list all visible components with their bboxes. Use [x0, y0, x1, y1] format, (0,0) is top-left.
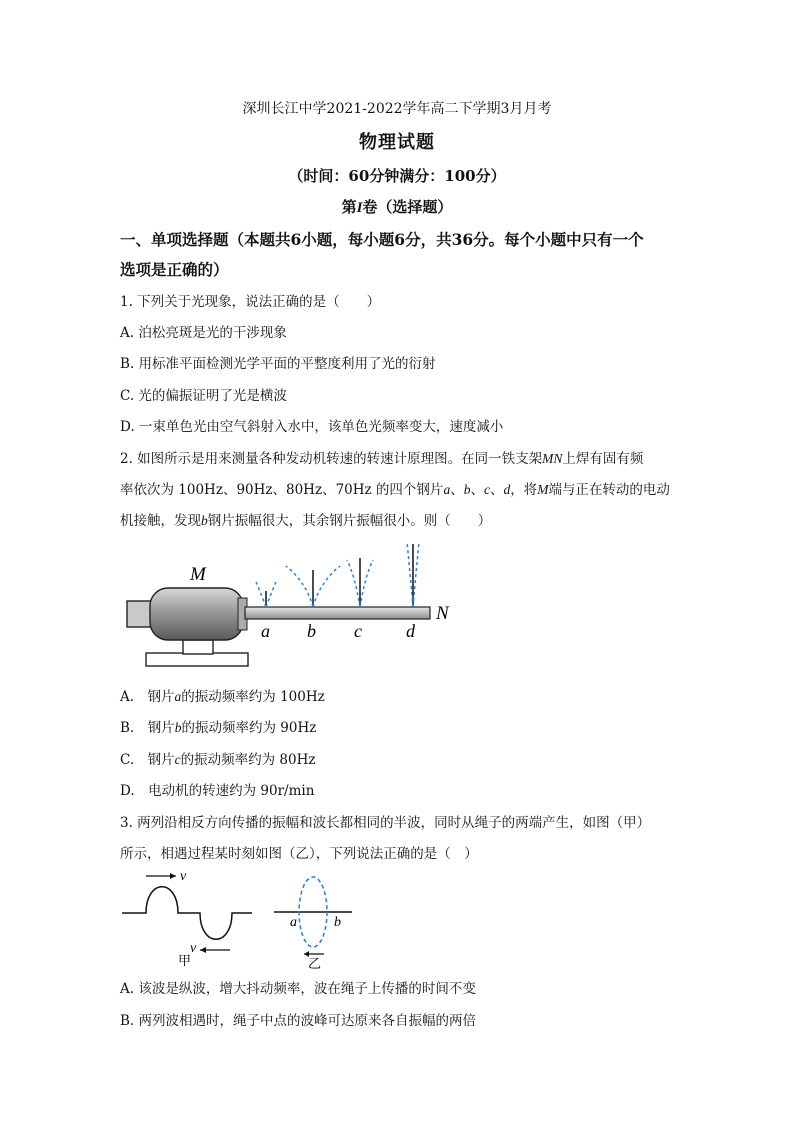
q2-var-b: b	[201, 513, 208, 528]
q2-stem-line2	[120, 478, 670, 498]
section-heading-line1: 一、单项选择题（本题共6小题，每小题6分，共36分。每个小题中只有一个	[120, 230, 644, 249]
q3-option-b: B. 两列波相遇时，绳子中点的波峰可达原来各自振幅的两倍	[120, 1013, 477, 1029]
subject-title: 物理试题	[359, 132, 435, 153]
q2-var-mn: MN	[542, 451, 563, 466]
reed-a-swing-left	[256, 582, 266, 607]
q1-option-c: C. 光的偏振证明了光是横波	[120, 388, 287, 404]
q2-var-c: c	[483, 482, 490, 497]
q2-opt-var: a	[174, 689, 182, 704]
q2-var-a: a	[443, 482, 451, 497]
motor-base	[146, 653, 248, 666]
q2-opt-text: A. 钢片	[120, 689, 175, 705]
section-heading-line2: 选项是正确的）	[120, 260, 229, 279]
q2-opt-text: 的振动频率约为 100Hz	[181, 689, 325, 705]
label-v-top: v	[180, 869, 187, 884]
time-score-info: （时间：60分钟满分：100分）	[288, 167, 506, 185]
reed-d-swing-left	[407, 542, 413, 607]
school-exam-title: 深圳长江中学2021-2022学年高二下学期3月月考	[242, 101, 552, 117]
q2-stem-line1	[120, 447, 643, 467]
label-d: d	[406, 621, 415, 641]
label-yi: 乙	[308, 956, 322, 970]
q2-opt-var: c	[174, 752, 181, 767]
reed-b-swing-right	[313, 566, 340, 607]
reed-a-swing-right	[266, 582, 276, 607]
q2-option-c	[120, 748, 316, 768]
reed-d-swing-right	[413, 542, 419, 607]
q1-option-a: A. 泊松亮斑是光的干涉现象	[120, 325, 287, 341]
q2-opt-text: D. 电动机的转速约为 90r/min	[120, 783, 315, 799]
q2-stem-line3	[120, 509, 491, 529]
q1-option-b: B. 用标准平面检测光学平面的平整度利用了光的衍射	[120, 356, 436, 372]
label-n: N	[436, 603, 449, 624]
part-roman: I	[356, 200, 363, 216]
label-b: b	[334, 915, 341, 930]
label-c: c	[354, 621, 362, 641]
figure-jia	[118, 866, 258, 970]
reed-c-swing-left	[347, 560, 360, 607]
reed-c-swing-right	[360, 560, 373, 607]
label-b: b	[307, 621, 316, 641]
q2-opt-var: b	[174, 720, 182, 735]
q2-opt-text: 的振动频率约为 90Hz	[181, 720, 317, 736]
q2-sep: 、	[489, 482, 504, 498]
q2-var-d: d	[503, 482, 511, 497]
q2-opt-text: B. 钢片	[120, 720, 175, 736]
q2-option-d	[120, 779, 314, 799]
label-a: a	[261, 621, 270, 641]
q1-option-d: D. 一束单色光由空气斜射入水中，该单色光频率变大，速度减小	[120, 419, 504, 435]
iron-bar-mn	[245, 607, 430, 619]
motor-body	[150, 588, 243, 640]
q2-text: 2. 如图所示是用来测量各种发动机转速的转速计原理图。在同一铁支架	[120, 451, 543, 467]
q2-opt-text: 的振动频率约为 80Hz	[180, 752, 316, 768]
label-a: a	[290, 915, 297, 930]
tachometer-diagram	[120, 536, 470, 672]
q1-stem: 1. 下列关于光现象，说法正确的是（ ）	[120, 294, 381, 310]
part-prefix: 第	[341, 198, 357, 216]
q2-option-b	[120, 716, 316, 736]
figure-yi	[270, 874, 356, 970]
q2-option-a	[120, 685, 325, 705]
q2-text: 上焊有固有频	[562, 451, 644, 467]
q2-text: 率依次为 100Hz、90Hz、80Hz、70Hz 的四个钢片	[120, 482, 444, 498]
q2-var-m: M	[537, 482, 549, 497]
part-heading	[0, 196, 794, 217]
reed-b-swing-left	[286, 566, 313, 607]
q2-text: ，将	[510, 482, 538, 498]
q3-stem-line2: 所示，相遇过程某时刻如图（乙），下列说法正确的是（ ）	[120, 846, 478, 862]
q2-var-b: b	[463, 482, 471, 497]
part-suffix: 卷（选择题）	[362, 198, 453, 216]
rope-half-waves	[122, 887, 252, 940]
q2-opt-text: C. 钢片	[120, 752, 175, 768]
label-m: M	[190, 564, 206, 585]
q2-sep: 、	[450, 482, 464, 498]
q3-option-a: A. 该波是纵波，增大抖动频率，波在绳子上传播的时间不变	[120, 981, 476, 997]
arrowhead-left	[200, 947, 206, 953]
q2-sep: 、	[470, 482, 484, 498]
q2-text: 端与正在转动的电动	[548, 482, 670, 498]
label-v-bottom: v	[190, 941, 197, 956]
q3-stem-line1: 3. 两列沿相反方向传播的振幅和波长都相同的半波，同时从绳子的两端产生，如图（甲）	[120, 815, 651, 831]
label-jia: 甲	[178, 953, 192, 968]
motor-stand	[183, 640, 213, 654]
q2-text: 钢片振幅很大，其余钢片振幅很小。则（ ）	[207, 513, 492, 529]
arrowhead-right	[170, 873, 176, 879]
q2-text: 机接触，发现	[120, 513, 201, 529]
